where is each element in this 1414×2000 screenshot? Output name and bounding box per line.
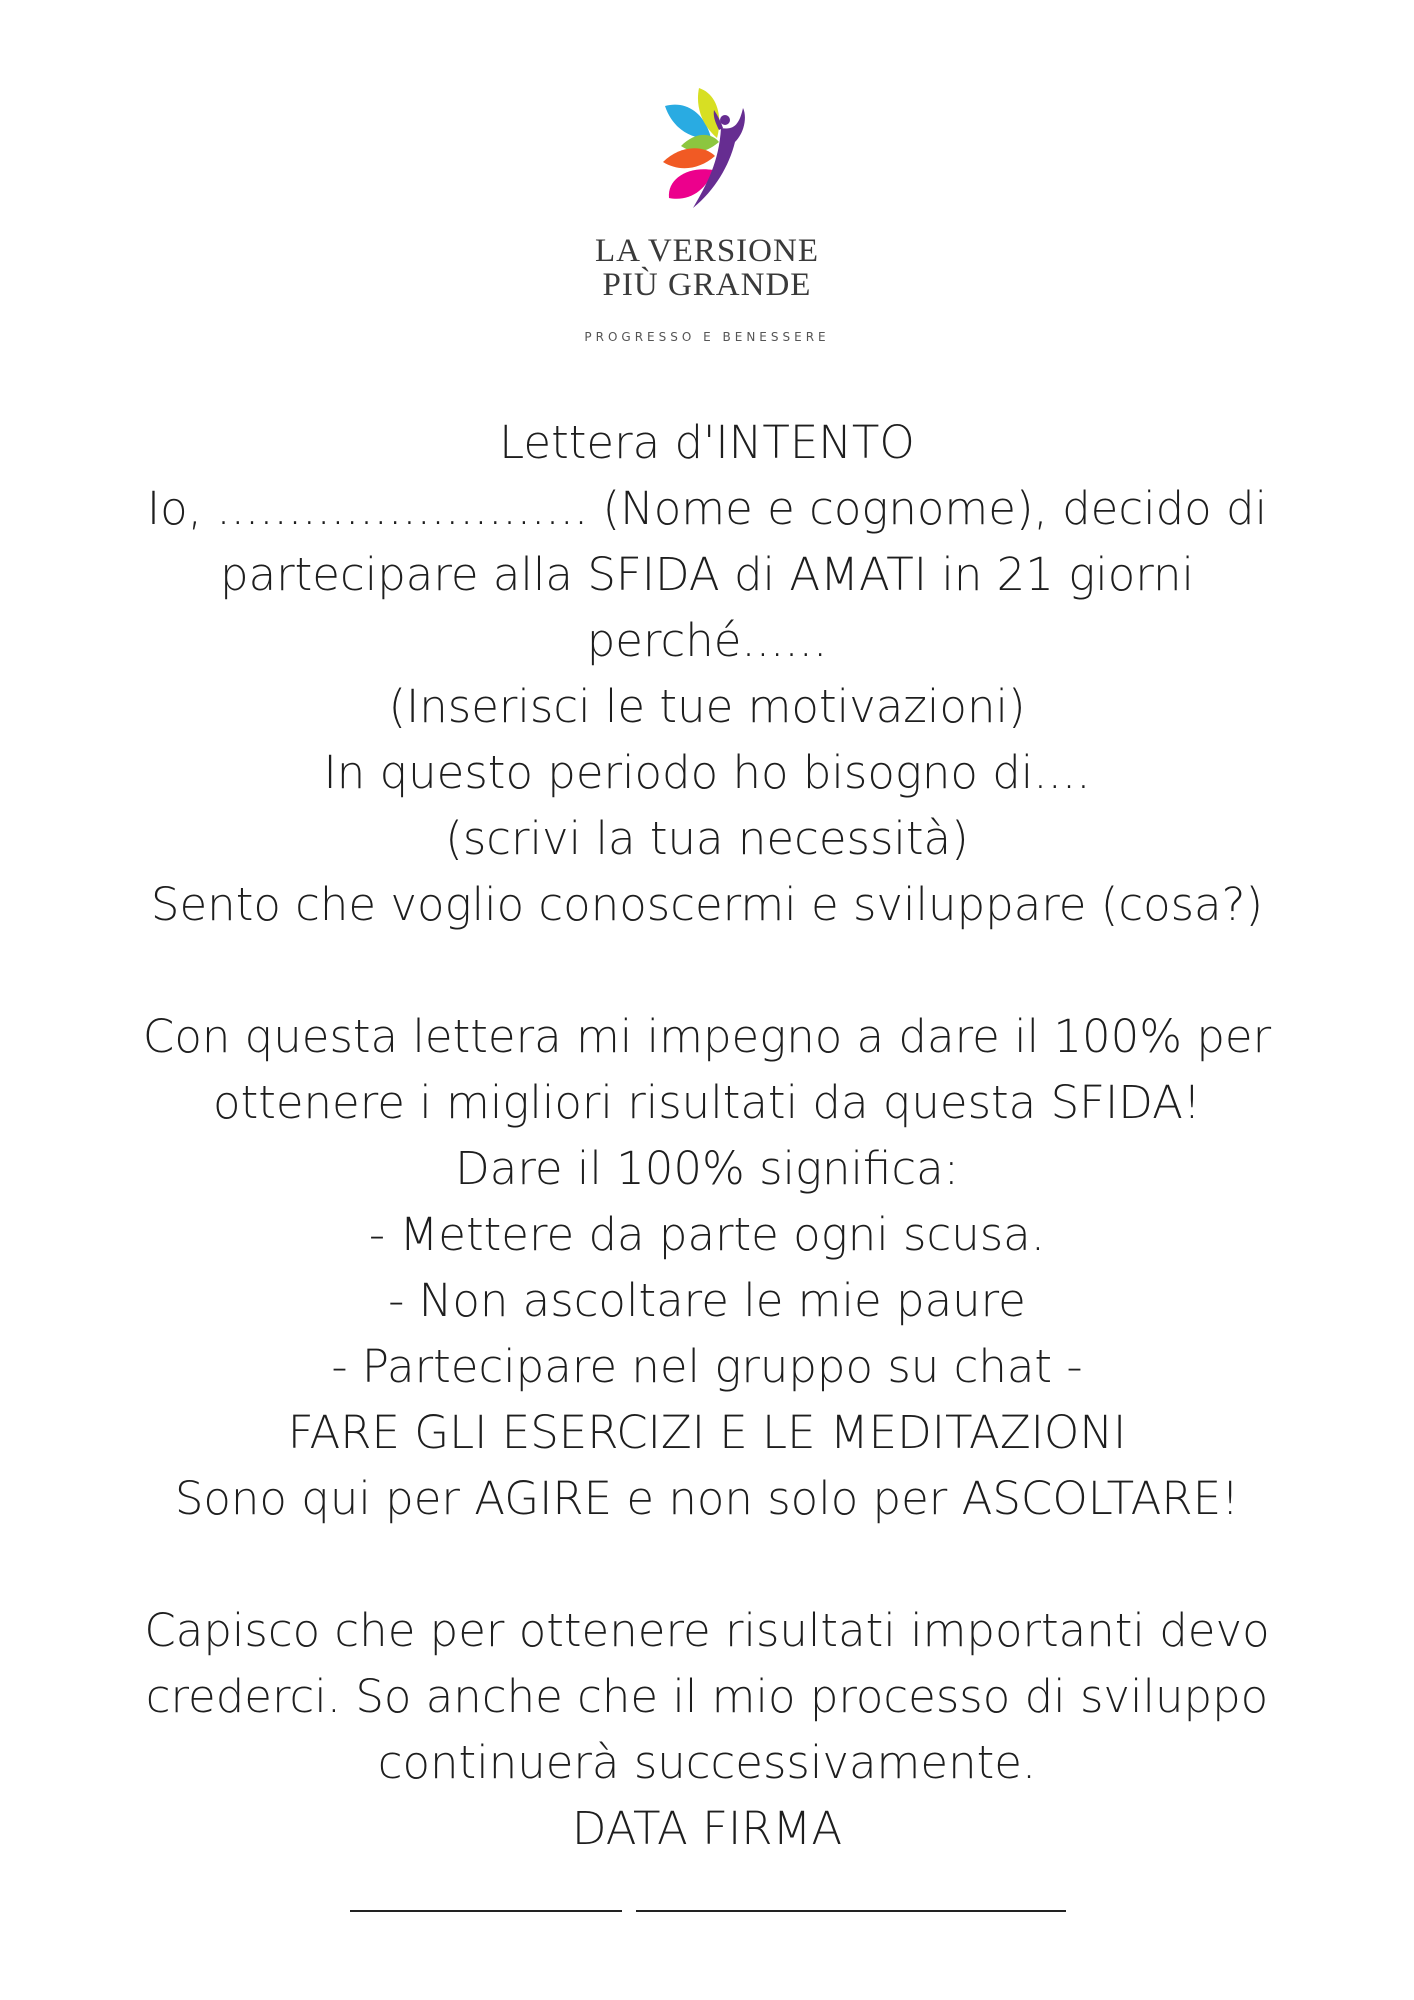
letter-line: Sono qui per AGIRE e non solo per ASCOLTARE! [174, 1472, 1240, 1525]
letter-line: (Inserisci le tue motivazioni) [388, 680, 1026, 733]
letter-line: - Mettere da parte ogni scusa. [368, 1208, 1046, 1261]
letter-line: In questo periodo ho bisogno di.... [323, 746, 1091, 799]
letter-line: - Partecipare nel gruppo su chat - [331, 1340, 1083, 1393]
letter-line: Io, .......................... (Nome e cognome), decido di [146, 482, 1268, 535]
orange-petal [663, 148, 715, 168]
letter-line: ottenere i migliori risultati da questa SFIDA! [213, 1076, 1201, 1129]
letter-line: (scrivi la tua necessità) [445, 812, 969, 865]
signature-lines [0, 1910, 1414, 1912]
date-line[interactable] [350, 1910, 622, 1912]
letter-line: Con questa lettera mi impegno a dare il 100% per [142, 1010, 1272, 1063]
brand-name-line-1: LA VERSIONE [595, 233, 819, 269]
signature-line[interactable] [636, 1910, 1066, 1912]
letter-body [100, 410, 1314, 1862]
brand-logo [0, 86, 1414, 344]
person-head [720, 115, 730, 125]
paragraph-spacer [100, 938, 1314, 1004]
letter-line: partecipare alla SFIDA di AMATI in 21 giorni [220, 548, 1194, 601]
letter-line: FARE GLI ESERCIZI E LE MEDITAZIONI [287, 1406, 1127, 1459]
letter-line: perché...... [586, 614, 828, 667]
letter-line: continuerà successivamente. [377, 1736, 1037, 1789]
letter-line: Capisco che per ottenere risultati importanti devo [144, 1604, 1270, 1657]
date-signature-label: DATA FIRMA [571, 1802, 843, 1855]
letter-line: Sento che voglio conoscermi e sviluppare (cosa?) [150, 878, 1264, 931]
paragraph-spacer [100, 1532, 1314, 1598]
brand-name-line-2: PIÙ GRANDE [602, 267, 812, 303]
letter-line: Dare il 100% significa: [455, 1142, 959, 1195]
letter-title: Lettera d'INTENTO [499, 416, 915, 469]
butterfly-person-icon [659, 86, 755, 216]
letter-line: crederci. So anche che il mio processo di sviluppo [145, 1670, 1269, 1723]
brand-tagline: PROGRESSO E BENESSERE [584, 330, 830, 344]
letter-line: - Non ascoltare le mie paure [388, 1274, 1026, 1327]
